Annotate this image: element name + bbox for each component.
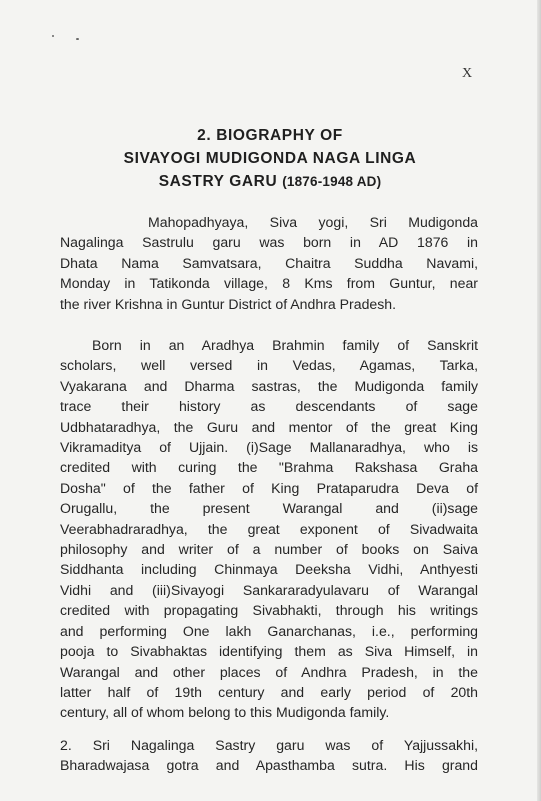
title-name: SASTRY GARU xyxy=(158,173,278,190)
text-line: trace their history as descendants of sage xyxy=(60,398,478,415)
text-line: Mahopadhyaya, Siva yogi, Sri Mudigonda xyxy=(148,214,478,230)
text-line: philosophy and writer of a number of books on Saiva xyxy=(60,541,478,558)
text-line: Monday in Tatikonda village, 8 Kms from Guntur, near xyxy=(60,275,478,292)
text-line: Orugallu, the present Warangal and (ii)sage xyxy=(60,500,478,517)
text-line: Nagalinga Sastrulu garu was born in AD 1876 in xyxy=(60,234,478,251)
text-line: Dhata Nama Samvatsara, Chaitra Suddha Navami, xyxy=(60,254,478,271)
paper-speck xyxy=(52,35,54,37)
page-number: X xyxy=(462,66,473,81)
text-line: Warangal and other places of Andhra Pradesh, in the xyxy=(60,663,478,680)
text-line: 2. Sri Nagalinga Sastry garu was of Yajjussakhi, xyxy=(60,737,478,753)
title-line-3 xyxy=(60,170,480,193)
text-line: Veerabhadraradhya, the great exponent of Sivadwaita xyxy=(60,520,478,537)
text-line: Udbhataradhya, the Guru and mentor of the great King xyxy=(60,418,478,435)
page-edge xyxy=(537,0,541,801)
text-line: the river Krishna in Guntur District of Andhra Pradesh. xyxy=(60,295,397,312)
text-line: latter half of 19th century and early period of 20th xyxy=(60,683,478,700)
chapter-title xyxy=(60,124,480,193)
text-line: credited with propagating Sivabhakti, through his writings xyxy=(60,602,478,619)
text-line: Siddhanta including Chinmaya Deeksha Vidhi, Anthyesti xyxy=(60,561,478,578)
text-line: Bharadwajasa gotra and Apasthamba sutra. His grand xyxy=(60,757,478,774)
text-line: century, all of whom belong to this Mudigonda family. xyxy=(60,704,390,721)
paragraph-1 xyxy=(60,212,478,314)
text-line: Dosha" of the father of King Prataparudra Deva of xyxy=(60,479,478,496)
text-line: Born in an Aradhya Brahmin family of Sanskrit xyxy=(92,337,478,353)
title-line-2: SIVAYOGI MUDIGONDA NAGA LINGA xyxy=(123,150,417,167)
title-line-1: 2. BIOGRAPHY OF xyxy=(197,127,343,144)
paragraph-2 xyxy=(60,335,478,723)
text-line: Vikramaditya of Ujjain. (i)Sage Mallanaradhya, who is xyxy=(60,439,478,456)
text-line: Vyakarana and Dharma sastras, the Mudigonda family xyxy=(60,377,478,394)
text-line: credited with curing the "Brahma Rakshasa Graha xyxy=(60,459,478,476)
paragraph-3 xyxy=(60,735,478,776)
text-line: pooja to Sivabhaktas identifying them as Siva Himself, in xyxy=(60,643,478,660)
text-line: and performing One lakh Ganarchanas, i.e., performing xyxy=(60,622,478,639)
title-years: (1876-1948 AD) xyxy=(282,174,382,189)
text-line: scholars, well versed in Vedas, Agamas, Tarka, xyxy=(60,357,478,374)
paper-speck xyxy=(76,38,79,40)
text-line: Vidhi and (iii)Sivayogi Sankararadyulavaru of Warangal xyxy=(60,581,478,598)
